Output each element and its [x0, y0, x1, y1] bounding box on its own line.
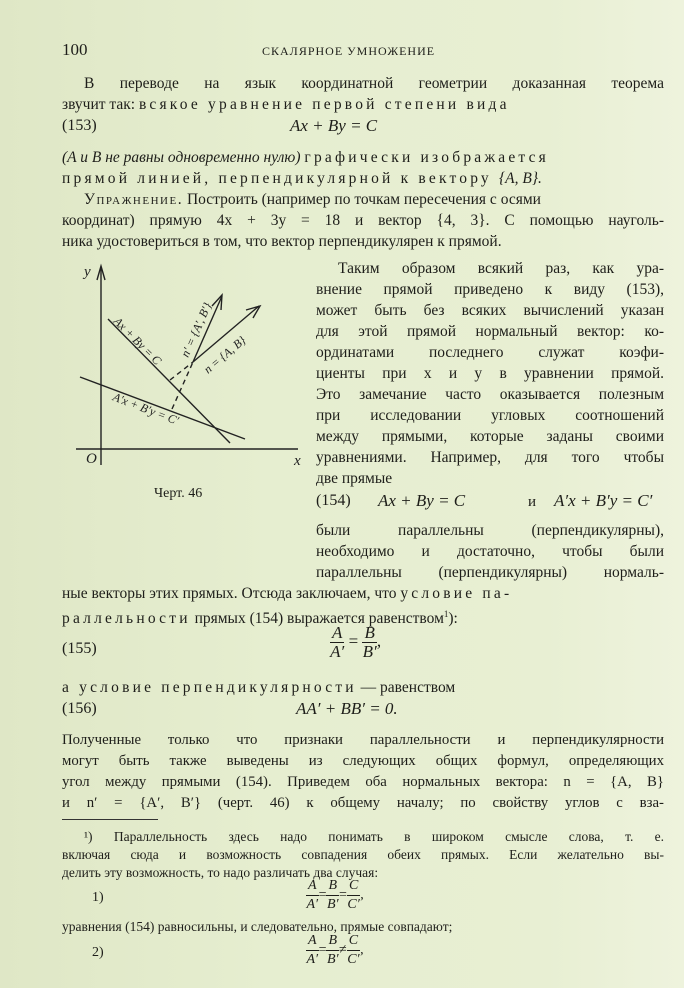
equation-number: (153) [62, 117, 97, 134]
case-2-equation [306, 932, 364, 969]
footnote-line: делить эту возможность, то надо различать два случая: [62, 865, 379, 880]
footnote-line: включая сюда и возможность совпадения обеих прямых. Если желательно вы- [62, 847, 664, 862]
numerator: C [347, 877, 360, 896]
text: звучит так: [62, 96, 139, 113]
fraction [306, 877, 319, 914]
page-number: 100 [62, 40, 88, 59]
text: ): [448, 610, 458, 628]
numerator: B [364, 623, 375, 642]
paragraph-line [62, 147, 664, 168]
vector-notation: {A, B}. [498, 170, 542, 187]
column-line: Это замечание часто оказывается полезным [316, 386, 664, 403]
equation-156: AA′ + BB′ = 0. [296, 699, 398, 718]
equation-number: (155) [62, 640, 97, 657]
fraction [326, 932, 339, 969]
equation-154a: Ax + By = C [378, 491, 466, 510]
fraction [347, 877, 360, 914]
punctuation: , [360, 942, 364, 958]
denominator: B′ [362, 642, 377, 661]
operator: = [339, 887, 347, 903]
exercise-label: Упражнение. [84, 191, 184, 208]
column-line: две прямые [316, 470, 393, 487]
column-line: циенты при x и y в уравнении прямой. [316, 365, 664, 382]
figure-46 [40, 250, 310, 475]
column-line: может быть без всяких вычислений указан [316, 302, 664, 319]
column-line: для этой прямой нормальный вектор: ко- [316, 323, 664, 340]
figure-caption: Черт. 46 [154, 486, 203, 501]
text: — равенством [356, 679, 456, 696]
spaced-emphasis: прямой линией, перпендикулярной к вектору [62, 170, 499, 187]
footnote-line: ¹) Параллельность здесь надо понимать в широком смысле слова, т. е. [84, 829, 664, 844]
origin-label: O [86, 451, 97, 467]
fraction [347, 932, 360, 969]
column-line: уравнениями. Например, для того чтобы [316, 449, 664, 466]
case-number: 1) [92, 890, 104, 905]
spaced-emphasis: а условие перпендикулярности [62, 679, 357, 696]
dashed-normal-2 [170, 362, 193, 380]
punctuation: , [376, 631, 382, 651]
column-line: между прямыми, которые заданы своими [316, 428, 664, 445]
paragraph-line: и n′ = {A′, B′} (черт. 46) к общему началу; по свойству углов с вза- [62, 795, 664, 811]
equation-number: (156) [62, 700, 97, 717]
paragraph-line [62, 168, 664, 189]
paragraph-line: угол между прямыми (154). Приведем оба нормальных вектора: n = {A, B} [62, 774, 664, 790]
paragraph-line [62, 94, 664, 115]
column-line: Таким образом всякий раз, как ура- [338, 260, 664, 277]
punctuation: , [360, 887, 364, 903]
text: прямых (154) выражается равенством [190, 610, 444, 628]
equation-number: (154) [316, 492, 351, 509]
paragraph-line [62, 677, 664, 698]
numerator: B [326, 932, 339, 951]
operator: = [318, 942, 327, 958]
case-number: 2) [92, 945, 104, 960]
case-1-equation [306, 877, 364, 914]
paragraph-line: могут быть также выведены из следующих общих формул, определяющих [62, 753, 664, 769]
paragraph-line: Полученные только что признаки параллельности и перпендикулярности [62, 732, 664, 748]
footnote-rule [62, 819, 158, 820]
x-axis-label: x [294, 453, 301, 469]
exercise-line: координат) прямую 4x + 3y = 18 и вектор {4, 3}. С помощью науголь- [62, 212, 664, 229]
fraction [330, 624, 344, 661]
column-line: внение прямой приведено к виду (153), [316, 281, 664, 298]
equation-153: Ax + By = C [290, 116, 378, 135]
paragraph-line [62, 583, 664, 604]
spaced-emphasis: графически изображается [304, 149, 549, 166]
paragraph-line: В переводе на язык координатной геометрии доказанная теорема [84, 75, 664, 92]
running-title: СКАЛЯРНОЕ УМНОЖЕНИЕ [262, 44, 436, 58]
equation-154b: A′x + B′y = C′ [554, 491, 653, 510]
numerator: A [332, 623, 343, 642]
denominator: B′ [326, 897, 339, 912]
denominator: B′ [326, 952, 339, 967]
line-1-label: Ax + By = C [110, 314, 165, 368]
spaced-emphasis: раллельности [62, 610, 191, 628]
fraction [306, 932, 319, 969]
spaced-emphasis: всякое уравнение первой степени вида [138, 96, 510, 113]
spaced-emphasis: условие па- [400, 585, 513, 602]
denominator: C′ [347, 897, 360, 912]
column-line: были параллельны (перпендикулярны), [316, 522, 664, 539]
operator: = [348, 631, 359, 651]
denominator: A′ [306, 952, 319, 967]
vector-n-label: n = {A, B} [200, 333, 249, 377]
denominator: A′ [330, 642, 345, 661]
column-line: параллельны (перпендикулярны) нормаль- [316, 564, 664, 581]
column-line: при исследовании угловых соотношений [316, 407, 664, 424]
conjunction: и [528, 494, 537, 510]
numerator: B [326, 877, 339, 896]
footnote-line: уравнения (154) равносильны, и следовательно, прямые совпадают; [62, 919, 453, 934]
denominator: C′ [347, 952, 360, 967]
equation-155 [330, 624, 381, 661]
fraction [326, 877, 339, 914]
column-line: ординатами последнего служат коэфи- [316, 344, 664, 361]
column-line: необходимо и достаточно, чтобы были [316, 543, 664, 560]
operator: ≠ [339, 942, 347, 958]
text: ные векторы этих прямых. Отсюда заключаем, что [62, 585, 401, 602]
vector-n-prime-label: n′ = {A′, B′} [177, 300, 215, 360]
exercise-line: ника удостовериться в том, что вектор перпендикулярен к прямой. [62, 233, 502, 250]
footnote-ref: 1 [443, 609, 449, 619]
text: Построить (например по точкам пересечения с осями [183, 191, 541, 208]
fraction [362, 624, 376, 661]
operator: = [318, 887, 327, 903]
line-2-label: A′x + B′y = C′ [110, 389, 181, 428]
denominator: A′ [306, 897, 319, 912]
text: (A и B не равны одновременно нулю) [62, 149, 305, 166]
exercise-line [62, 189, 664, 210]
numerator: A [306, 932, 319, 951]
numerator: A [306, 877, 319, 896]
numerator: C [347, 932, 360, 951]
y-axis-label: y [84, 264, 91, 280]
